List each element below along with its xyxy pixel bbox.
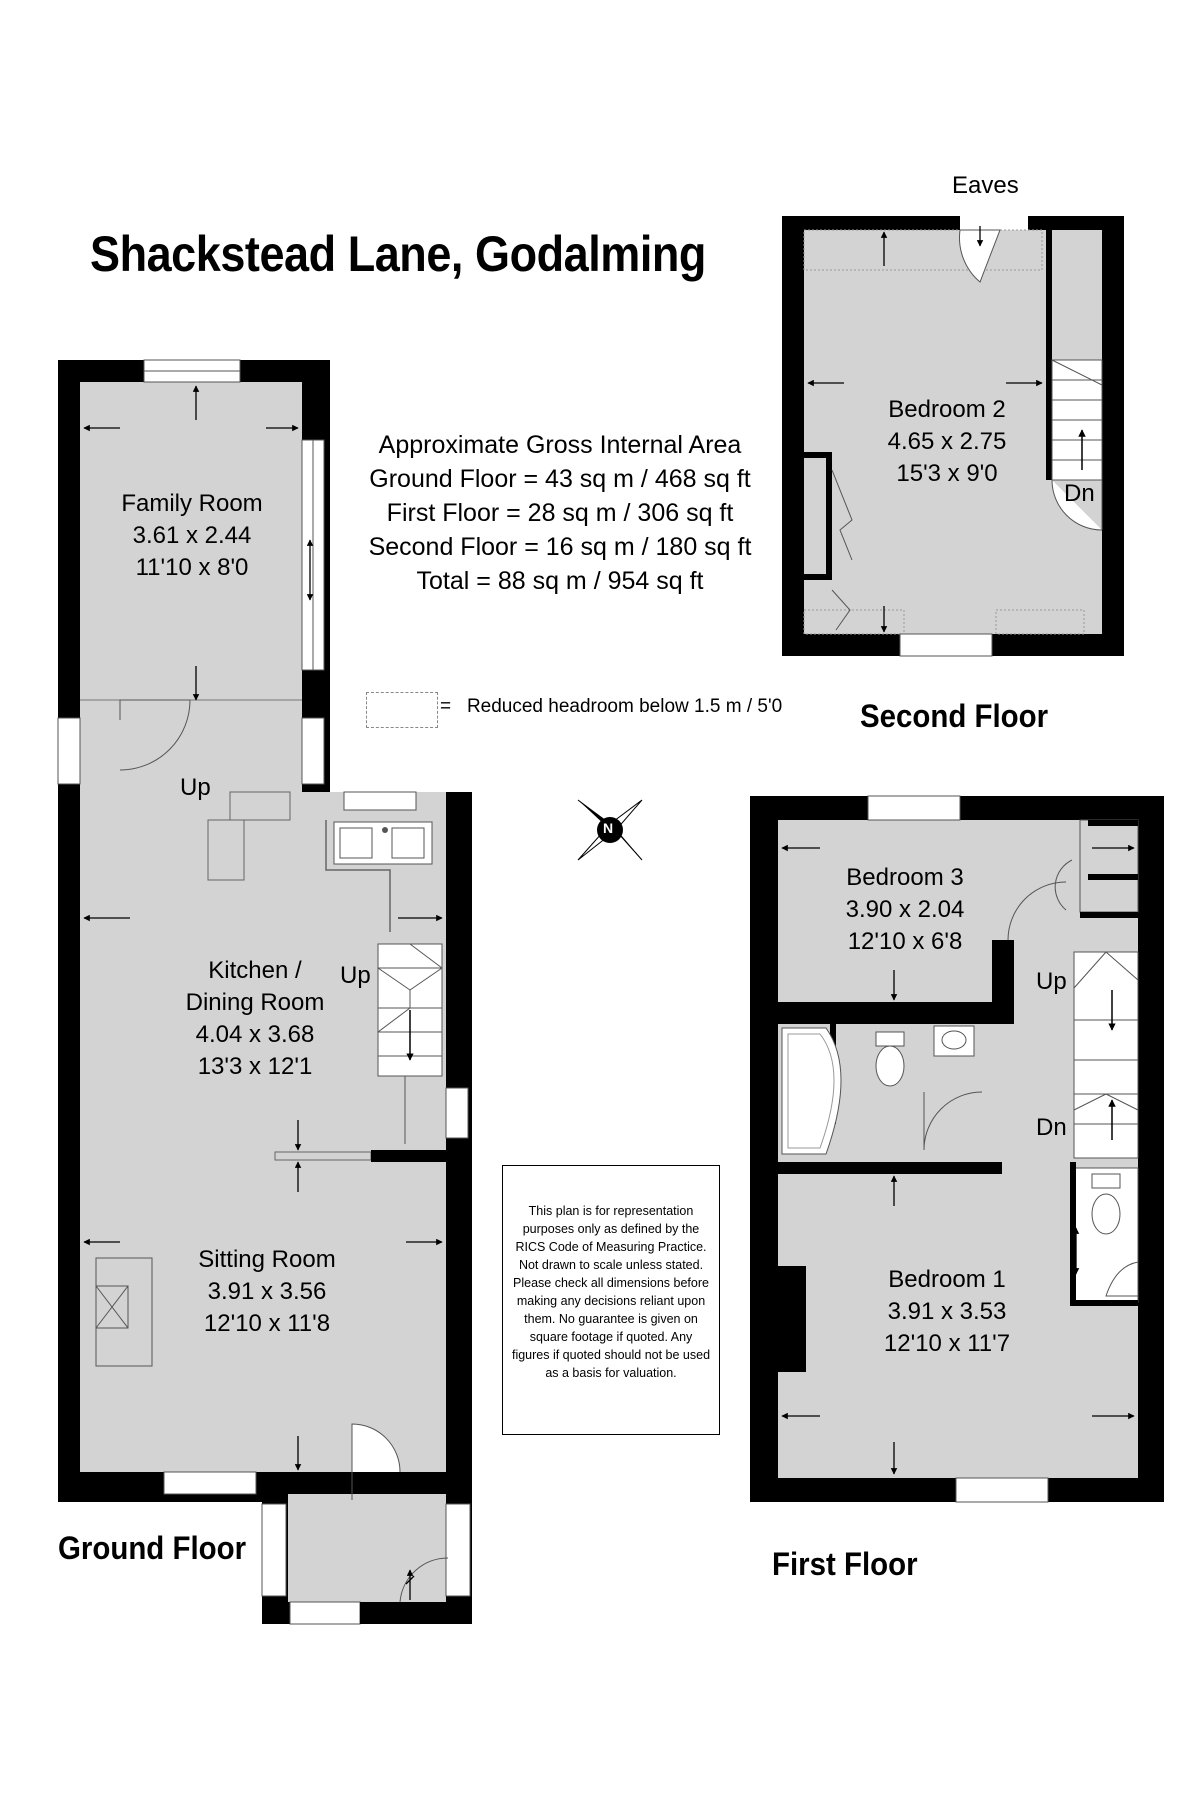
compass-north-label: N	[603, 820, 614, 836]
room-imperial: 15'3 x 9'0	[896, 460, 998, 487]
room-name: Family Room	[121, 490, 263, 517]
room-metric: 4.65 x 2.75	[887, 428, 1007, 455]
entrance-label: IN	[392, 1600, 416, 1627]
room-bedroom1	[842, 1264, 1052, 1360]
room-metric: 3.91 x 3.53	[887, 1298, 1007, 1325]
area-total: Total = 88 sq m / 954 sq ft	[416, 567, 704, 595]
room-name: Bedroom 3	[846, 864, 964, 891]
stairs-up-label: Up	[180, 774, 211, 801]
stairs-up-label: Up	[340, 962, 371, 989]
room-imperial: 12'10 x 11'8	[203, 1310, 331, 1337]
disclaimer-box	[502, 1165, 720, 1435]
area-second: Second Floor = 16 sq m / 180 sq ft	[368, 533, 752, 561]
legend-text: = Reduced headroom below 1.5 m / 5'0	[440, 696, 783, 717]
room-family	[92, 488, 292, 584]
room-imperial: 11'10 x 8'0	[135, 554, 249, 581]
stairs-down-label: Dn	[1036, 1114, 1067, 1141]
legend-swatch	[366, 692, 438, 728]
stairs-up-label: Up	[1036, 968, 1067, 995]
plan-title: Shackstead Lane, Godalming	[90, 226, 706, 282]
area-ground: Ground Floor = 43 sq m / 468 sq ft	[369, 465, 751, 493]
room-kitchen	[150, 955, 360, 1083]
room-name: Kitchen /	[208, 957, 302, 984]
floor-label-second: Second Floor	[860, 698, 1049, 734]
room-imperial: 12'10 x 11'7	[883, 1330, 1011, 1357]
room-name: Sitting Room	[198, 1246, 336, 1273]
stairs-down-label: Dn	[1064, 480, 1095, 507]
room-bedroom3	[800, 862, 1010, 958]
family-room-floor	[80, 382, 302, 792]
legend-label: Reduced headroom below 1.5 m / 5'0	[466, 696, 783, 717]
room-metric: 3.90 x 2.04	[845, 896, 965, 923]
room-name: Dining Room	[185, 989, 325, 1016]
disclaimer-text: This plan is for representation purposes only as defined by the RICS Code of Measuring Practice. Not drawn to scale unless stated. Please check all dimensions before making any decisions reliant upon them. No guarantee is given on square footage if quoted. Any figures if quoted should not be used as a basis for valuation.	[511, 1204, 711, 1380]
eaves-gap	[960, 200, 1028, 230]
gross-internal-area	[340, 428, 780, 598]
room-imperial: 13'3 x 12'1	[197, 1053, 313, 1080]
kitchen-sitting-floor	[80, 792, 446, 1472]
room-metric: 4.04 x 3.68	[195, 1021, 315, 1048]
room-metric: 3.91 x 3.56	[207, 1278, 327, 1305]
area-first: First Floor = 28 sq m / 306 sq ft	[386, 499, 734, 527]
porch-floor	[288, 1494, 446, 1602]
room-metric: 3.61 x 2.44	[132, 522, 252, 549]
room-imperial: 12'10 x 6'8	[847, 928, 963, 955]
eaves-label: Eaves	[952, 172, 1019, 199]
room-sitting	[162, 1244, 372, 1340]
floor-label-ground: Ground Floor	[58, 1530, 247, 1566]
floor-label-first: First Floor	[772, 1546, 918, 1582]
room-name: Bedroom 1	[888, 1266, 1006, 1293]
room-bedroom2	[842, 394, 1052, 490]
room-name: Bedroom 2	[888, 396, 1006, 423]
area-heading: Approximate Gross Internal Area	[378, 431, 742, 459]
